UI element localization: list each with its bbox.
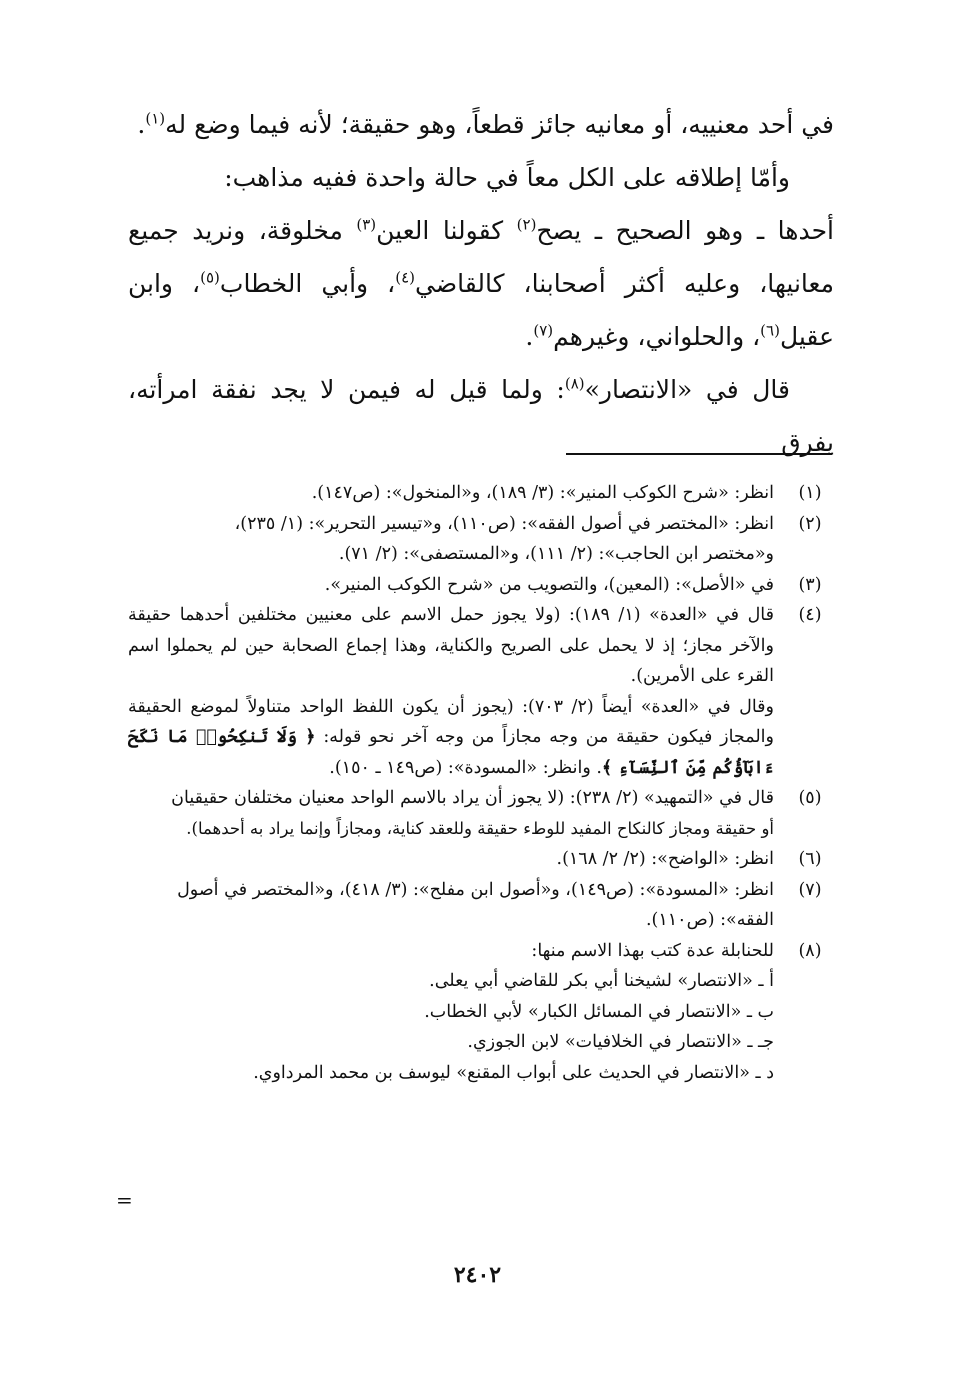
footnote-1	[128, 478, 834, 509]
footnote-2	[128, 509, 834, 570]
footnote-number: (١)	[798, 483, 822, 503]
continuation-mark: =	[116, 1188, 133, 1212]
footnote-text: قال في «العدة» (١/ ١٨٩): (ولا يجوز حمل الاسم على معنيين مختلفين أحدهما حقيقة والآخر مجاز؛ إذ لا يحمل على الصريح والكناية، وهذا إجماع الصحابة حين لم يحملوا اسم القرء على الأمرين).	[128, 605, 774, 686]
footnote-ref-6[interactable]: (٦)	[760, 321, 780, 340]
footnote-ref-4[interactable]: (٤)	[395, 268, 416, 287]
paragraph-1-text: في أحد معنييه، أو معانيه جائز قطعاً، وهو حقيقة؛ لأنه فيما وضع له	[165, 110, 834, 139]
quran-verse: ﴿ وَلَا تَنكِحُوا۟ مَا نَكَحَ ءَابَآؤُكُم مِّنَ ٱلنِّسَآءِ ﴾	[128, 727, 774, 778]
paragraph-1: في أحد معنييه، أو معانيه جائز قطعاً، وهو حقيقة؛ لأنه فيما وضع له$^{(١)}$.	[137, 109, 834, 139]
list-item: د ـ «الانتصار في الحديث على أبواب المقنع» ليوسف بن محمد المرداوي.	[253, 1062, 774, 1083]
footnote-ref-5[interactable]: (٥)	[200, 268, 220, 287]
list-item: ب ـ «الانتصار في المسائل الكبار» لأبي الخطاب.	[424, 1001, 774, 1022]
footnote-number: (٤)	[798, 605, 822, 625]
paragraph-4: قال في «الانتصار»$^{(٨)}$: ولما قيل له فيمن لا يجد نفقة امرأته، يفرق	[128, 374, 834, 457]
main-text	[128, 98, 834, 469]
footnote-8	[128, 936, 834, 1089]
list-item: أ ـ «الانتصار» لشيخنا أبي بكر للقاضي أبي يعلى.	[429, 971, 774, 991]
footnote-4	[128, 600, 834, 783]
footnote-separator	[566, 453, 832, 455]
footnote-ref-1[interactable]: (١)	[145, 109, 166, 128]
footnote-5	[128, 783, 834, 844]
footnote-text: انظر: «الواضح»: (٢/ ٢/ ١٦٨).	[556, 849, 774, 869]
footnote-number: (٦)	[798, 849, 822, 869]
footnote-text: و«مختصر ابن الحاجب»: (٢/ ١١١)، و«المستصفى»: (٢/ ٧١).	[338, 544, 774, 564]
footnote-ref-7[interactable]: (٧)	[533, 321, 554, 340]
footnotes	[128, 478, 834, 1088]
footnote-7	[128, 875, 834, 936]
footnote-text: انظر: «المسودة»: (ص١٤٩)، و«أصول ابن مفلح»: (٣/ ٤١٨)، و«المختصر في أصول	[177, 879, 774, 900]
footnote-text: قال في «التمهيد» (٢/ ٢٣٨): (لا يجوز أن يراد بالاسم الواحد معنيان مختلفان حقيقيان	[171, 788, 774, 808]
footnote-ref-2[interactable]: (٢)	[516, 215, 537, 234]
footnote-number: (٢)	[798, 513, 822, 534]
footnote-number: (٣)	[798, 574, 822, 595]
footnote-6	[128, 844, 834, 875]
footnote-text: الفقه»: (ص١١٠).	[645, 910, 774, 930]
list-item: جـ ـ «الانتصار في الخلافيات» لابن الجوزي.	[467, 1032, 774, 1052]
footnote-ref-3[interactable]: (٣)	[356, 215, 377, 234]
page-number: ٢٤٠٢	[453, 1262, 502, 1288]
footnote-number: (٧)	[798, 879, 822, 900]
footnote-text: وقال في «العدة» أيضاً (٢/ ٧٠٣): (يجوز أن يكون اللفظ الواحد متناولاً لموضع الحقيقة والمجاز فيكون حقيقة من وجه مجازاً من وجه آخر نحو قوله: ﴿ وَلَا تَنكِحُوا۟ مَا نَكَحَ ءَابَآؤُكُم مِّنَ ٱلنِّسَآءِ ﴾. وانظر: «المسودة»: (ص١٤٩ ـ ١٥٠).	[128, 696, 774, 778]
footnote-text: انظر: «شرح الكوكب المنير»: (٣/ ١٨٩)، و«المنخول»: (ص١٤٧).	[311, 483, 774, 503]
paragraph-3: أحدها ـ وهو الصحيح ـ يصح$^{(٢)}$ كقولنا العين$^{(٣)}$ مخلوقة، ونريد جميع معانيها، وعليه أكثر أصحابنا، كالقاضي$^{(٤)}$، وأبي الخطاب$^{(٥)}$، وابن عقيل$^{(٦)}$، والحلواني، وغيرهم$^{(٧)}$.	[128, 215, 834, 351]
footnote-3	[128, 570, 834, 601]
paragraph-2: وأمّا إطلاقه على الكل معاً في حالة واحدة ففيه مذاهب:	[224, 163, 790, 192]
footnote-text: في «الأصل»: (المعين)، والتصويب من «شرح الكوكب المنير».	[324, 574, 774, 595]
footnote-text: انظر: «المختصر في أصول الفقه»: (ص١١٠)، و«تيسير التحرير»: (١/ ٢٣٥)،	[234, 513, 774, 534]
footnote-number: (٥)	[798, 788, 822, 808]
footnote-number: (٨)	[798, 940, 822, 961]
footnote-text: أو حقيقة ومجاز كالنكاح المفيد للوطء حقيقة وللعقد كناية، ومجازاً وإنما يراد به أحدهما).	[186, 818, 774, 838]
footnote-text: للحنابلة عدة كتب بهذا الاسم منها:	[531, 940, 774, 961]
footnote-ref-8[interactable]: (٨)	[564, 374, 585, 393]
